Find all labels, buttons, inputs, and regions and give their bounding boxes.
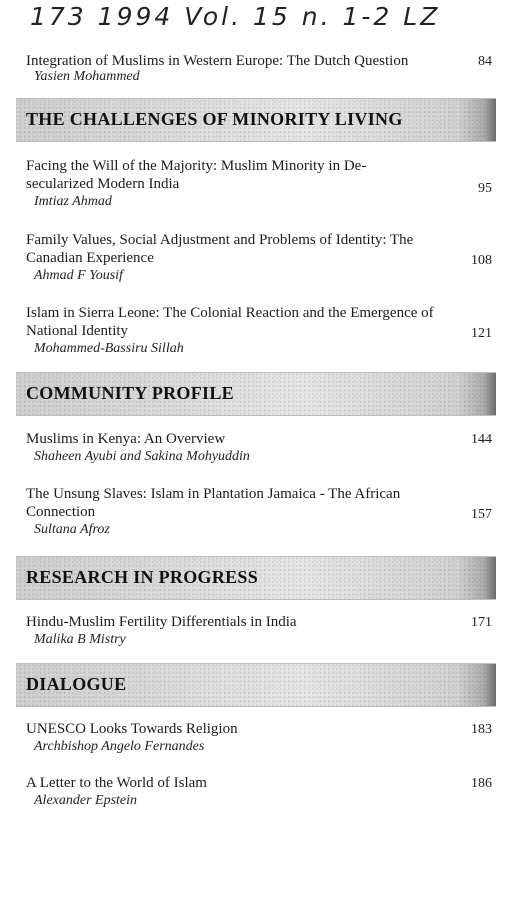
section-header-minority-living — [16, 98, 496, 142]
entry-title: Muslims in Kenya: An Overview — [26, 431, 226, 447]
entry-page-number: 186 — [471, 776, 492, 791]
toc-entry[interactable] — [0, 304, 508, 358]
bar-edge-shadow — [486, 664, 496, 706]
entry-author: Shaheen Ayubi and Sakina Mohyuddin — [34, 449, 250, 464]
entry-title: Integration of Muslims in Western Europe: The Dutch Question — [26, 53, 409, 69]
entry-author: Imtiaz Ahmad — [34, 194, 112, 209]
entry-title: Family Values, Social Adjustment and Problems of Identity: The Canadian Experience — [26, 232, 414, 266]
entry-author: Mohammed-Bassiru Sillah — [34, 341, 184, 356]
section-label: DIALOGUE — [26, 674, 127, 694]
toc-entry[interactable] — [0, 485, 508, 539]
entry-page-number: 121 — [471, 326, 492, 341]
entry-author: Ahmad F Yousif — [34, 268, 123, 283]
section-label: THE CHALLENGES OF MINORITY LIVING — [26, 109, 403, 129]
entry-author: Sultana Afroz — [34, 522, 110, 537]
section-header-community-profile — [16, 372, 496, 416]
entry-title: A Letter to the World of Islam — [26, 775, 207, 791]
toc-entry[interactable] — [0, 231, 508, 285]
entry-title: Facing the Will of the Majority: Muslim Minority in De-secularized Modern India — [26, 158, 367, 192]
entry-page-number: 144 — [471, 432, 492, 447]
section-label: RESEARCH IN PROGRESS — [26, 567, 259, 587]
entry-title: Islam in Sierra Leone: The Colonial Reaction and the Emergence of National Identity — [26, 305, 434, 339]
entry-title: The Unsung Slaves: Islam in Plantation Jamaica - The African Connection — [26, 486, 401, 520]
entry-title: UNESCO Looks Towards Religion — [26, 721, 238, 737]
section-label: COMMUNITY PROFILE — [26, 383, 234, 403]
section-header-research-in-progress — [16, 556, 496, 600]
toc-entry[interactable] — [0, 613, 508, 651]
toc-entry[interactable] — [0, 774, 508, 812]
section-header-dialogue — [16, 663, 496, 707]
entry-author: Malika B Mistry — [34, 632, 126, 647]
entry-page-number: 84 — [478, 54, 492, 69]
entry-page-number: 95 — [478, 181, 492, 196]
bar-edge-shadow — [486, 99, 496, 141]
entry-author: Alexander Epstein — [34, 793, 138, 808]
entry-page-number: 171 — [471, 615, 492, 630]
toc-entry[interactable] — [0, 52, 508, 92]
bar-edge-shadow — [486, 557, 496, 599]
entry-author: Yasien Mohammed — [34, 69, 140, 84]
handwritten-annotation: 173 1994 Vol. 15 n. 1-2 LZ — [30, 2, 441, 31]
entry-page-number: 157 — [471, 507, 492, 522]
entry-page-number: 183 — [471, 722, 492, 737]
toc-entry[interactable] — [0, 430, 508, 468]
entry-author: Archbishop Angelo Fernandes — [34, 739, 205, 754]
bar-edge-shadow — [486, 373, 496, 415]
entry-title: Hindu-Muslim Fertility Differentials in India — [26, 614, 297, 630]
toc-entry[interactable] — [0, 720, 508, 758]
entry-page-number: 108 — [471, 253, 492, 268]
toc-entry[interactable] — [0, 157, 508, 211]
